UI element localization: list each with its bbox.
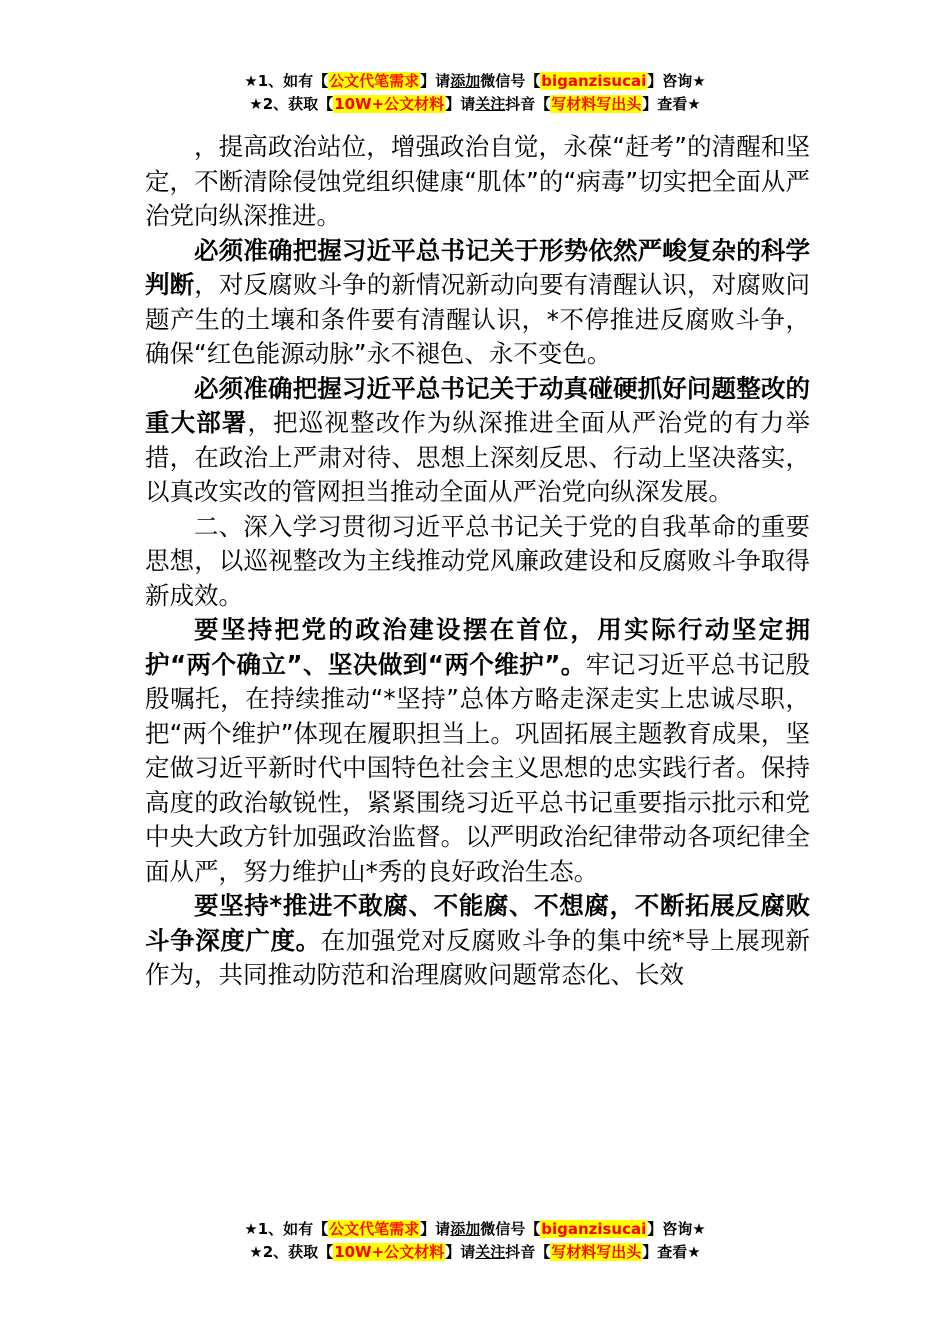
banner-text: ★1、如有【 [244, 1220, 329, 1238]
paragraph-text: ，提高政治站位，增强政治自觉，永葆“赶考”的清醒和坚定，不断清除侵蚀党组织健康“肌体”的“病毒”切实把全面从严治党向纵深推进。 [145, 132, 810, 230]
underlined-text: 添加 [450, 1220, 481, 1238]
banner-text: 微信号【 [480, 72, 541, 90]
banner-text: 】请 [420, 1220, 451, 1238]
paragraph [145, 613, 810, 889]
douyin-id-highlight: 写材料写出头 [551, 1243, 642, 1261]
banner-text: 抖音【 [505, 1243, 551, 1261]
paragraph-text: 在加强党对反腐败斗争的集中统*导上展现新作为，共同推动防范和治理腐败问题常态化、长效 [145, 925, 811, 989]
banner-line-1 [0, 1218, 950, 1241]
banner-line-2 [0, 1241, 950, 1264]
paragraph [145, 130, 810, 234]
banner-text: ★2、获取【 [249, 1243, 334, 1261]
highlight-text: 公文代笔需求 [329, 72, 420, 90]
paragraph [145, 889, 810, 993]
banner-text: 】咨询★ [647, 1220, 706, 1238]
banner-text: 】请 [420, 72, 451, 90]
document-body [145, 130, 810, 993]
banner-text: 】查看★ [642, 95, 701, 113]
paragraph-text: 二、深入学习贯彻习近平总书记关于党的自我革命的重要思想，以巡视整改为主线推动党风廉政建设和反腐败斗争取得新成效。 [145, 511, 810, 610]
paragraph-text: 牢记习近平总书记殷殷嘱托，在持续推动“*坚持”总体方略走深走实上忠诚尽职，把“两个维护”体现在履职担当上。巩固拓展主题教育成果，坚定做习近平新时代中国特色社会主义思想的忠实践行者。保持高度的政治敏锐性，紧紧围绕习近平总书记重要指示批示和党中央大政方针加强政治监督。以严明政治纪律带动各项纪律全面从严，努力维护山*秀的良好政治生态。 [145, 649, 810, 886]
highlight-text: 10W+公文材料 [334, 95, 445, 113]
underlined-text: 关注 [475, 95, 506, 113]
banner-text: 】请 [445, 95, 476, 113]
banner-text: 】请 [445, 1243, 476, 1261]
banner-text: 】查看★ [642, 1243, 701, 1261]
banner-text: 】咨询★ [647, 72, 706, 90]
underlined-text: 关注 [475, 1243, 506, 1261]
highlight-text: 10W+公文材料 [334, 1243, 445, 1261]
footer-banner [0, 1218, 950, 1264]
wechat-id-highlight: biganzisucai [541, 1220, 647, 1238]
banner-text: 微信号【 [480, 1220, 541, 1238]
banner-text: ★2、获取【 [249, 95, 334, 113]
paragraph-text: ，把巡视整改作为纵深推进全面从严治党的有力举措，在政治上严肃对待、思想上深刻反思、行动上坚决落实，以真改实改的管网担当推动全面从严治党向纵深发展。 [145, 408, 811, 506]
highlight-text: 公文代笔需求 [329, 1220, 420, 1238]
bold-lead: 必须准确把握习近平总书记关于形势依然严峻复杂的科学判断 [145, 235, 810, 299]
bold-lead: 要坚持*推进不敢腐、不能腐、不想腐，不断拓展反腐败斗争深度广度。 [145, 891, 810, 955]
douyin-id-highlight: 写材料写出头 [551, 95, 642, 113]
paragraph [145, 234, 810, 372]
underlined-text: 添加 [450, 72, 481, 90]
section-heading [145, 510, 810, 614]
paragraph-text: ，对反腐败斗争的新情况新动向要有清醒认识，对腐败问题产生的土壤和条件要有清醒认识，*不停推进反腐败斗争，确保“红色能源动脉”永不褪色、永不变色。 [145, 270, 811, 368]
bold-lead: 必须准确把握习近平总书记关于动真碰硬抓好问题整改的重大部署 [145, 373, 810, 437]
banner-line-2 [0, 93, 950, 116]
header-banner [0, 70, 950, 116]
paragraph [145, 372, 810, 510]
banner-text: ★1、如有【 [244, 72, 329, 90]
bold-lead: 要坚持把党的政治建设摆在首位，用实际行动坚定拥护“两个确立”、坚决做到“两个维护”。 [145, 615, 810, 679]
banner-text: 抖音【 [505, 95, 551, 113]
banner-line-1 [0, 70, 950, 93]
wechat-id-highlight: biganzisucai [541, 72, 647, 90]
